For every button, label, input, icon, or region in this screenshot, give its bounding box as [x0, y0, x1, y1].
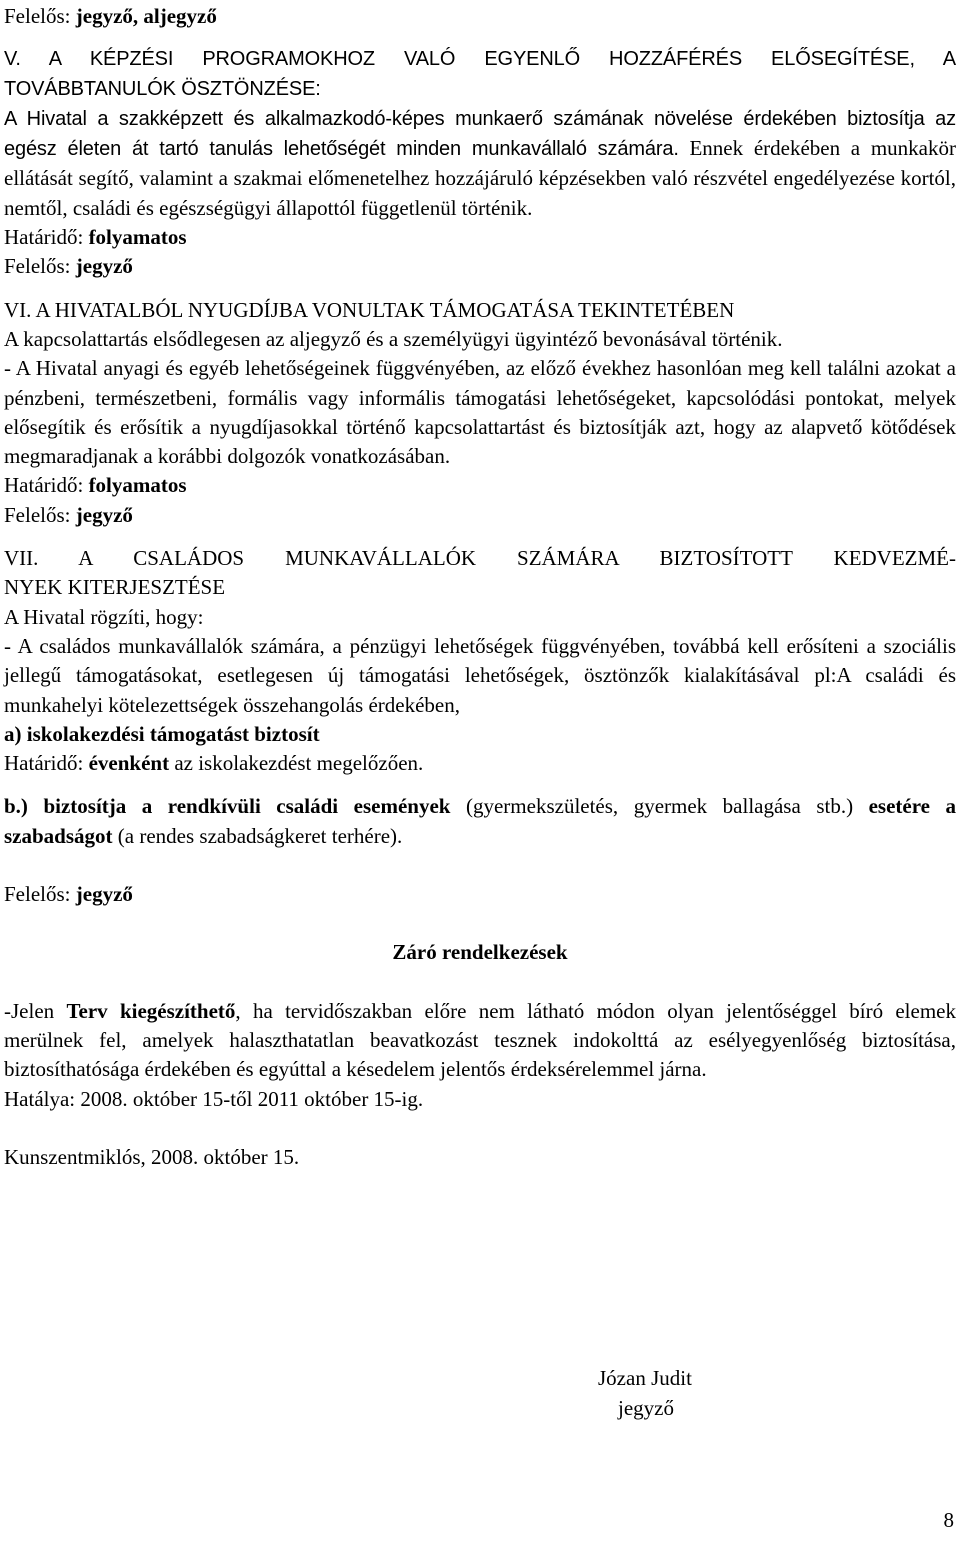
section-7-p1: - A családos munkavállalók számára, a pénzügyi lehetőségek függvényében, továbbá kell erősíteni a szociális jellegű támogatásokat, esetlegesen új támogatási lehetőségek, ösztönzők kialakításával pl:A családi és munkahelyi kötelezettségek összehangolás érdekében, — [4, 633, 956, 717]
place-date: Kunszentmiklós, 2008. október 15. — [4, 1144, 300, 1169]
signature-name: Józan Judit — [598, 1366, 692, 1390]
section-5-heading-line1: V. A KÉPZÉSI PROGRAMOKHOZ VALÓ EGYENLŐ HOZZÁFÉRÉS ELŐSEGÍTÉSE, A — [4, 48, 956, 71]
signature-title: jegyző — [618, 1395, 674, 1420]
section-6-heading: VI. A HIVATALBÓL NYUGDÍJBA VONULTAK TÁMOGATÁSA TEKINTETÉBEN — [4, 297, 735, 322]
final-heading: Záró rendelkezések — [392, 940, 568, 965]
section-7-intro: A Hivatal rögzíti, hogy: — [4, 604, 204, 629]
document-page — [4, 2, 956, 1172]
section-5-body-sans: A Hivatal a szakképzett és alkalmazkodó-képes munkaerő számának növelése érdekében biztosítja az egész életen át tartó tanulás lehetőségét minden munkavállaló számára. — [4, 107, 956, 161]
section-7-item-b: b.) biztosítja a rendkívüli családi események (gyermekszületés, gyermek ballagása stb.) esetére a szabadságot (a rendes szabadságkeret terhére). — [4, 794, 957, 848]
section-7-heading-line1: VII. A CSALÁDOS MUNKAVÁLLALÓK SZÁMÁRA BIZTOSÍTOTT KEDVEZMÉ- — [4, 546, 956, 571]
section-5-body — [4, 104, 956, 223]
final-paragraph: -Jelen Terv kiegészíthető, ha tervidőszakban előre nem látható módon olyan jelentőséggel bíró elemek merülnek fel, amelyek halaszthatatlan beavatkozást tesznek indokolttá az esélyegyenlőség biztosítása, biztosíthatósága érdekében és egyúttal a késedelem jelentős érdeksérelemmel járna. — [4, 998, 956, 1082]
section-5-responsible: Felelős: jegyző — [4, 254, 133, 279]
final-validity: Hatálya: 2008. október 15-től 2011 október 15-ig. — [4, 1086, 424, 1111]
section-5-deadline: Határidő: folyamatos — [4, 225, 187, 250]
section-5-body-serif: Ennek érdekében a munkakör ellátását segítő, valamint a szakmai előmenetelhez hozzájáruló képzésekben való részvétel engedélyezése kortól, nemtől, családi és egészségügyi állapottól függetlenül történik. — [4, 136, 956, 220]
section-6-p2: - A Hivatal anyagi és egyéb lehetőségeinek függvényében, az előző évekhez hasonlóan meg kell találni azokat a pénzbeni, természetbeni, formális vagy informális támogatási lehetőségeket, kapcsolódási pontokat, melyek elősegítik és erősítik a nyugdíjasokkal történő kapcsolattartást és biztosítják azt, hogy az alapvető kötődések megmaradjanak a korábbi dolgozók vonatkozásában. — [4, 356, 956, 469]
section-6-deadline: Határidő: folyamatos — [4, 473, 187, 498]
section-7-heading-line2: NYEK KITERJESZTÉSE — [4, 575, 226, 600]
section-6-responsible: Felelős: jegyző — [4, 502, 133, 527]
section-7-item-a: a) iskolakezdési támogatást biztosít — [4, 721, 320, 746]
section-7-responsible: Felelős: jegyző — [4, 882, 133, 907]
section-7-item-a-deadline: Határidő: évenként az iskolakezdést megelőzően. — [4, 751, 424, 776]
top-responsible: Felelős: jegyző, aljegyző — [4, 4, 217, 28]
page-number: 8 — [943, 1508, 954, 1532]
section-6-p1: A kapcsolattartás elsődlegesen az aljegyző és a személyügyi ügyintéző bevonásával történik. — [4, 326, 783, 351]
section-5 — [4, 45, 956, 104]
signature-block — [598, 1364, 692, 1423]
section-5-heading-line2: TOVÁBBTANULÓK ÖSZTÖNZÉSE: — [4, 77, 321, 100]
